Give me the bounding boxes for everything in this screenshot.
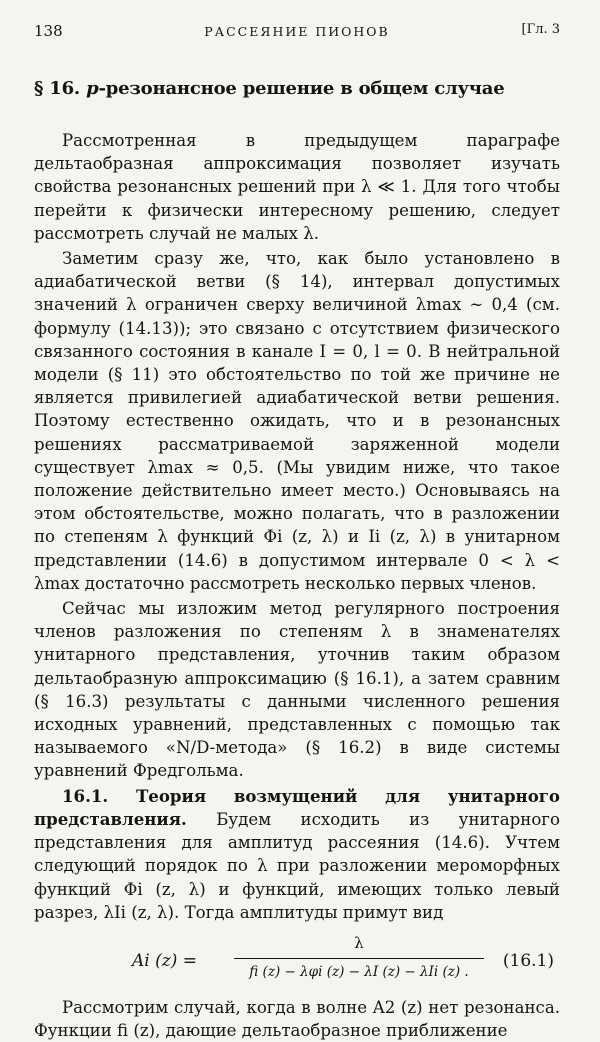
paragraph-1: Рассмотренная в предыдущем параграфе дельтаобразная аппроксимация позволяет изучать свойства резонансных решений при λ ≪ 1. Для того чтобы перейти к физически интересному решению, следует рассмотреть случай не малых λ. — [34, 131, 560, 243]
equation-16-1 — [34, 932, 560, 990]
section-number: § 16. — [34, 78, 80, 99]
subsection-heading: 16.1. Теория возмущений для унитарного представления. — [34, 785, 560, 829]
equation-number: (16.1) — [502, 950, 554, 971]
running-head — [34, 22, 560, 50]
chapter-marker: [Гл. 3 — [521, 22, 560, 37]
equation-period: . — [464, 964, 469, 981]
subsection-text: Будем исходить из унитарного представления для амплитуд рассеяния (14.6). Учтем следующий порядок по λ при разложении мероморфных функций Φi (z, λ) и функций, имеющих только левый разрез, λIi (z, λ). Тогда амплитуды примут вид — [34, 809, 560, 922]
subsection-paragraph — [34, 785, 560, 924]
paragraph-2: Заметим сразу же, что, как было установлено в адиабатической ветви (§ 14), интервал допустимых значений λ ограничен сверху величиной λmax ∼ 0,4 (см. формулу (14.13)); это связано с отсутствием физического связанного состояния в канале I = 0, l = 0. В нейтральной модели (§ 11) это обстоятельство по той же причине не является привилегией адиабатической ветви решения. Поэтому естественно ожидать, что и в резонансных решениях рассматриваемой заряженной модели существует λmax ≈ 0,5. (Мы увидим ниже, что такое положение действительно имеет место.) Основываясь на этом обстоятельстве, можно полагать, что в разложении по степеням λ функций Φi (z, λ) и Ii (z, λ) в унитарном представлении (14.6) в допустимом интервале 0 < λ < λmax достаточно рассмотреть несколько первых членов. — [34, 249, 560, 593]
equation-denominator-text: fi (z) − λφi (z) − λI (z) − λIi (z) — [249, 964, 461, 981]
equation-denominator — [234, 959, 484, 984]
equation-lhs: Ai (z) = — [132, 950, 197, 971]
body-text — [34, 129, 560, 1042]
closing-paragraph: Рассмотрим случай, когда в волне A2 (z) нет резонанса. Функции fi (z), дающие дельтаобразное приближение — [34, 997, 560, 1041]
page-number: 138 — [34, 22, 63, 40]
equation-numerator: λ — [234, 932, 484, 959]
running-title: РАССЕЯНИЕ ПИОНОВ — [204, 24, 390, 39]
section-title-text: -резонансное решение в общем случае — [98, 78, 505, 99]
paragraph-3: Сейчас мы изложим метод регулярного построения членов разложения по степеням λ в знаменателях унитарного представления, уточнив таким образом дельтаобразную аппроксимацию (§ 16.1), а затем сравним (§ 16.3) результаты с данными численного решения исходных уравнений, представленных с помощью так называемого «N/D-метода» (§ 16.2) в виде системы уравнений Фредгольма. — [34, 599, 560, 781]
equation-fraction — [234, 932, 484, 984]
section-title — [34, 78, 560, 99]
after-formula — [34, 996, 560, 1042]
section-title-symbol: p — [86, 78, 99, 99]
